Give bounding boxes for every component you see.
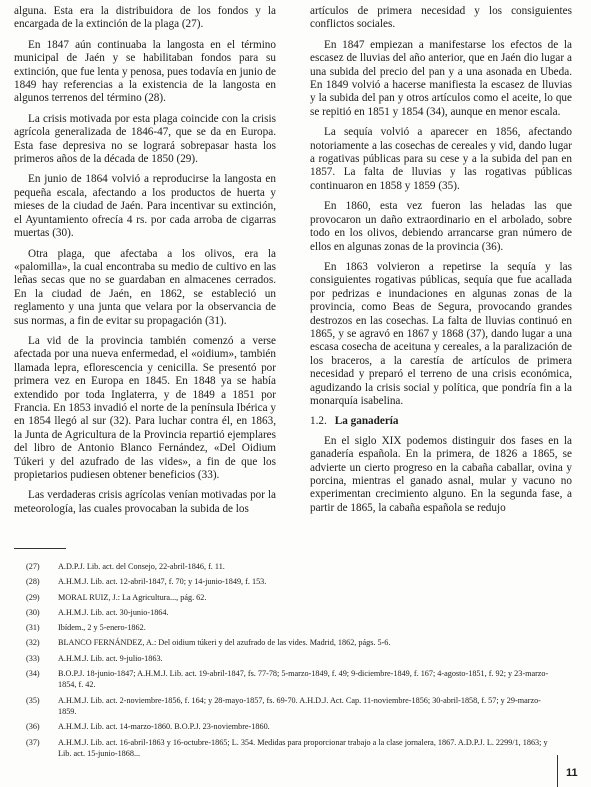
footnote bbox=[14, 592, 549, 603]
footnote-text: A.H.M.J. Lib. act. 30-junio-1864. bbox=[58, 607, 169, 617]
footnote-number: (28) bbox=[26, 577, 40, 587]
footnote-number: (33) bbox=[26, 653, 40, 663]
right-column bbox=[310, 5, 572, 522]
paragraph: Otra plaga, que afectaba a los olivos, era la «palomilla», la cual encontraba su medio de cultivo en las leñas secas que no se guardaban en almacenes cerrados. En la ciudad de Jaén, en 1862, se estableció un reglamento y una junta que velara por la observancia de sus normas, a fin de evitar su propagación (31). bbox=[14, 247, 276, 327]
footnote bbox=[14, 622, 549, 633]
footnote-text: Ibídem., 2 y 5-enero-1862. bbox=[58, 623, 146, 633]
footnote-number: (34) bbox=[26, 669, 40, 679]
footnote bbox=[14, 576, 549, 587]
paragraph: En 1863 volvieron a repetirse la sequía y las consiguientes rogativas públicas, sequía que fue acallada por pedrizas e inundaciones en algunas zonas de la provincia, como Beas de Segura, provocando grandes destrozos en las cosechas. La falta de lluvias continuó en 1865, y se agravó en 1867 y 1868 (37), dando lugar a una escasa cosecha de aceituna y cereales, a la paralización de los braceros, a la carestía de artículos de primera necesidad y preparó el terreno de una crisis económica, agudizando la crisis social y política, que pondría fin a la monarquía isabelina. bbox=[310, 260, 572, 407]
paragraph: La sequía volvió a aparecer en 1856, afectando notoriamente a las cosechas de cereales y vid, dando lugar a rogativas públicas para su cese y a la subida del pan en 1857. La falta de lluvias y las rogativas públicas continuaron en 1858 y 1859 (35). bbox=[310, 126, 572, 192]
paragraph: En junio de 1864 volvió a reproducirse la langosta en pequeña escala, afectando a los productos de huerta y mieses de la ciudad de Jaén. Para incentivar su extinción, el Ayuntamiento ofrecía 4 rs. por cada arroba de cigarras muertas (30). bbox=[14, 173, 276, 240]
footnote-number: (31) bbox=[26, 623, 40, 633]
paragraph: La crisis motivada por esta plaga coincide con la crisis agrícola generalizada de 1846-47, que se da en Europa. Esta fase depresiva no se logrará sobrepasar hasta los primeros años de la década de 1850 (29). bbox=[14, 112, 276, 166]
footnotes bbox=[14, 561, 549, 763]
paragraph: La vid de la provincia también comenzó a verse afectada por una nueva enfermedad, el «oidium», también llamada lepra, eflorescencia y cenicilla. Se presentó por primera vez en Europa en 1845. En 1848 ya se había extendido por toda Inglaterra, y de 1849 a 1851 por Francia. En 1853 invadió el norte de la península Ibérica y en 1854 llegó al sur (32). Para luchar contra él, en 1863, la Junta de Agricultura de la Provincia repartió ejemplares del libro de Antonio Blanco Fernández, «Del Oidium Túkeri y del azufrado de las vides», a fin de que los propietarios pudiesen obtener beneficios (33). bbox=[14, 334, 276, 481]
paragraph: En 1860, esta vez fueron las heladas las que provocaron un daño extraordinario en el arbolado, sobre todo en los olivos, debiendo arrancarse gran número de ellos en algunas zonas de la provincia (36). bbox=[310, 200, 572, 253]
left-column bbox=[14, 5, 276, 523]
footnote-text: MORAL RUIZ, J.: La Agricultura..., pág. 62. bbox=[58, 592, 207, 602]
footnote-number: (37) bbox=[26, 737, 40, 747]
footnote bbox=[14, 737, 549, 760]
footnote-number: (35) bbox=[26, 695, 40, 705]
footnote-number: (36) bbox=[26, 722, 40, 732]
section-number: 1.2. bbox=[310, 415, 327, 428]
footnote-text: A.H.M.J. Lib. act. 14-marzo-1860. B.O.P.J. 23-noviembre-1860. bbox=[58, 722, 270, 732]
footnote-text: A.D.P.J. Lib. act. del Consejo, 22-abril-1846, f. 11. bbox=[58, 562, 225, 571]
paragraph: En 1847 aún continuaba la langosta en el término municipal de Jaén y se habilitaban fondos para su extinción, que fue lenta y penosa, pues todavía en junio de 1849 hay referencias a la existencia de la langosta en algunos terrenos del término (28). bbox=[14, 38, 276, 105]
footnote-text: A.H.M.J. Lib. act. 9-julio-1863. bbox=[58, 653, 163, 663]
page-number: 11 bbox=[566, 767, 578, 779]
footnote-text: A.H.M.J. Lib. act. 2-noviembre-1856, f. 164; y 28-mayo-1857, fs. 69-70. A.H.D.J. Act. Cap. 11-noviembre-1856; 30-abril-1858, f. 57; y 29-marzo-1859. bbox=[58, 695, 541, 716]
paragraph: artículos de primera necesidad y los consiguientes conflictos sociales. bbox=[310, 5, 572, 31]
footnote-text: A.H.M.J. Lib. act. 12-abril-1847, f. 70; y 14-junio-1849, f. 153. bbox=[58, 577, 267, 587]
footnote bbox=[14, 637, 549, 648]
footnote-number: (30) bbox=[26, 607, 40, 617]
footnote bbox=[14, 561, 549, 572]
page-number-rule bbox=[557, 755, 558, 787]
footnote bbox=[14, 653, 549, 664]
footnote-divider bbox=[14, 548, 66, 549]
section-heading bbox=[310, 415, 572, 428]
footnote bbox=[14, 695, 549, 718]
footnote-text: BLANCO FERNÁNDEZ, A.: Del oidium túkeri y del azufrado de las vides. Madrid, 1862, págs. 5-6. bbox=[58, 638, 391, 648]
footnote-number: (29) bbox=[26, 592, 40, 602]
footnote bbox=[14, 721, 549, 732]
footnote-text: A.H.M.J. Lib. act. 16-abril-1863 y 16-octubre-1865; L. 354. Medidas para proporcionar trabajo a la clase jornalera, 1867. A.D.P.J. L. 2299/1, 1863; y Lib. act. 15-junio-1868... bbox=[58, 737, 548, 758]
paragraph: En 1847 empiezan a manifestarse los efectos de la escasez de lluvias del año anterior, que en Jaén dio lugar a una subida del precio del pan y a una asonada en Ubeda. En 1849 volvió a hacerse manifiesta la escasez de lluvias y la subida del pan y otros artículos como el aceite, lo que se repitió en 1851 y 1854 (34), aunque en menor escala. bbox=[310, 38, 572, 118]
paragraph: Las verdaderas crisis agrícolas venían motivadas por la meteorología, las cuales provocaban la subida de los bbox=[14, 489, 276, 515]
paragraph: alguna. Esta era la distribuidora de los fondos y la encargada de la extinción de la plaga (27). bbox=[14, 5, 276, 31]
footnote-number: (27) bbox=[26, 562, 40, 571]
footnote-text: B.O.P.J. 18-junio-1847; A.H.M.J. Lib. act. 19-abril-1847, fs. 77-78; 5-marzo-1849, f. 49; 9-diciembre-1849, f. 167; 4-agosto-1851, f. 92; y 23-marzo-1854, f. 42. bbox=[58, 669, 549, 690]
footnote-number: (32) bbox=[26, 638, 40, 648]
section-title: La ganadería bbox=[334, 415, 399, 428]
footnote bbox=[14, 607, 549, 618]
paragraph: En el siglo XIX podemos distinguir dos fases en la ganadería española. En la primera, de 1826 a 1865, se advierte un cierto progreso en la cabaña caballar, ovina y porcina, mientras el ganado asnal, mular y vacuno no experimentan crecimiento alguno. En la segunda fase, a partir de 1865, la cabaña española se redujo bbox=[310, 434, 572, 514]
footnote bbox=[14, 668, 549, 691]
